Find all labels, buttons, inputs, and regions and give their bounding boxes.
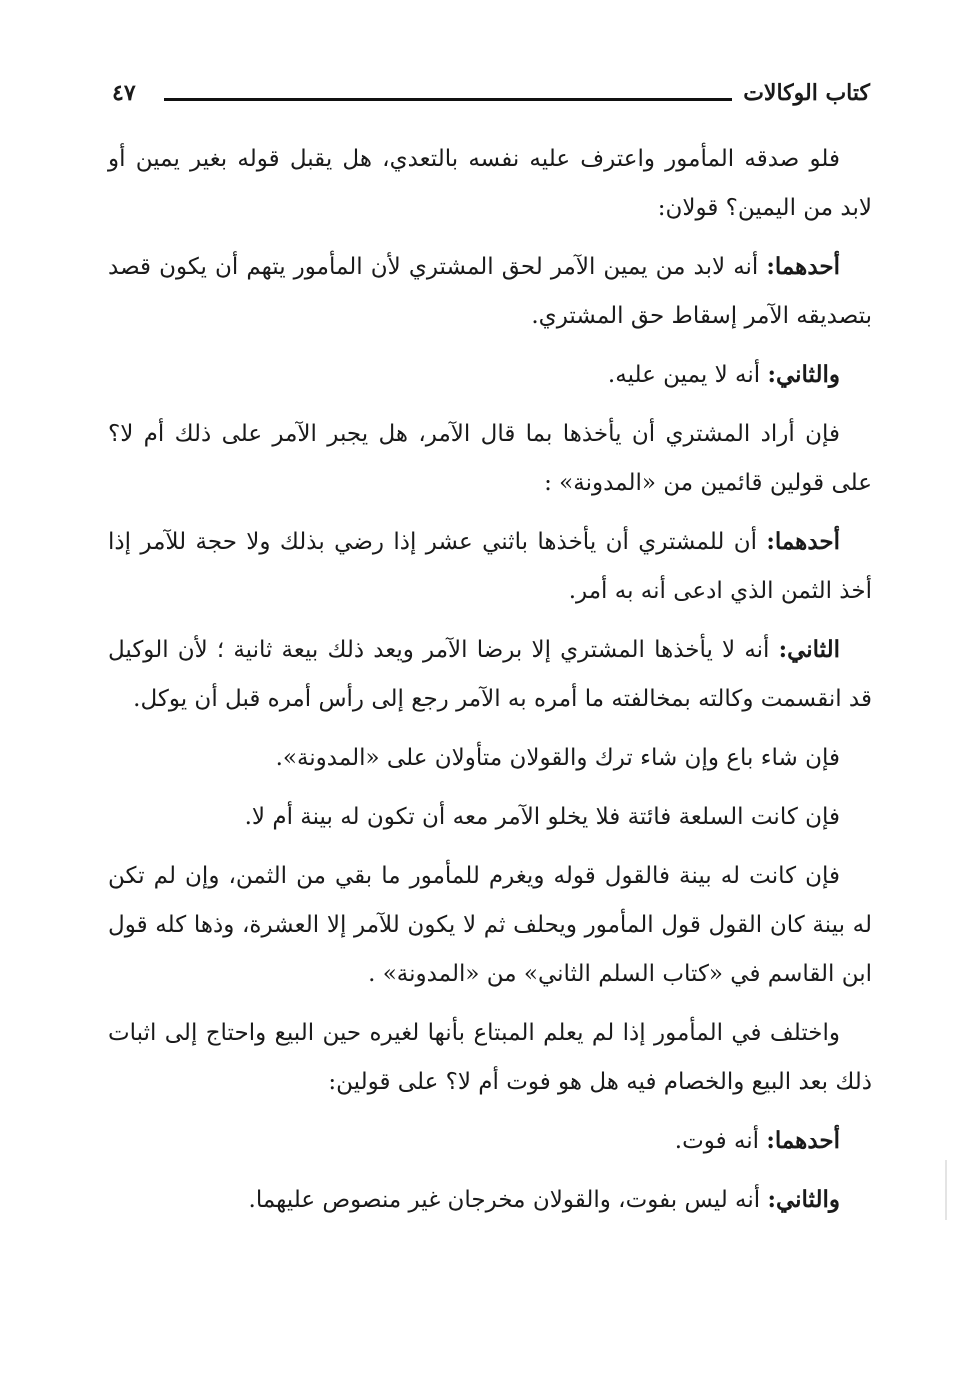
paragraph [108,409,872,508]
paragraph-lead: أحدهما: [766,528,840,555]
paragraph-text: فلو صدقه المأمور واعترف عليه نفسه بالتعدي، هل يقبل قوله بغير يمين أو لابد من اليمين؟ قولان: [108,146,872,221]
paragraph-text: فإن أراد المشتري أن يأخذها بما قال الآمر، هل يجبر الآمر على ذلك أم لا؟ على قولين قائمين من «المدونة» : [108,421,872,496]
paragraph [108,1175,872,1225]
page-number: ٤٧ [112,80,136,106]
paragraph-text: أنه فوت. [674,1128,767,1154]
paragraph [108,851,872,999]
paragraph-lead: أحدهما: [766,1127,840,1154]
running-header [112,70,870,120]
paragraph-text: فإن كانت له بينة فالقول قوله ويغرم للمأمور ما بقي من الثمن، وإن لم تكن له بينة كان القول قول المأمور ويحلف ثم لا يكون للآمر إلا العشرة، وذها كله قول ابن القاسم في «كتاب السلم الثاني» من «المدونة» . [108,863,872,987]
paragraph [108,517,872,616]
paragraph-lead: والثاني: [767,1186,840,1213]
paragraph [108,350,872,400]
paragraph-text: فإن شاء باع وإن شاء ترك والقولان متأولان على «المدونة». [275,745,840,771]
paragraph-text: فإن كانت السلعة فائتة فلا يخلو الآمر معه أن تكون له بينة أم لا. [244,804,840,830]
paragraph [108,1008,872,1107]
paragraph-text: أن للمشتري أن يأخذها باثني عشر إذا رضي بذلك ولا حجة للآمر إذا أخذ الثمن الذي ادعى أنه به أمر. [108,529,872,604]
paragraph [108,733,872,783]
scan-margin-mark [945,1160,947,1220]
header-rule [164,98,732,101]
paragraph [108,242,872,341]
paragraph-text: أنه لابد من يمين الآمر لحق المشتري لأن المأمور يتهم أن يكون قصد بتصديقه الآمر إسقاط حق المشتري. [108,254,872,329]
paragraph-text: أنه ليس بفوت، والقولان مخرجان غير منصوص عليهما. [248,1187,768,1213]
paragraph-text: أنه لا يأخذها المشتري إلا برضا الآمر ويعد ذلك بيعة ثانية ؛ لأن الوكيل قد انقسمت وكالته بمخالفته ما أمره به الآمر رجع إلى رأس أمره قبل أن يوكل. [108,637,872,712]
page-body [108,134,872,1234]
paragraph [108,792,872,842]
paragraph [108,1116,872,1166]
paragraph-lead: والثاني: [767,361,840,388]
paragraph [108,625,872,724]
paragraph-text: أنه لا يمين عليه. [607,362,768,388]
paragraph-text: واختلف في المأمور إذا لم يعلم المبتاع بأنها لغيره حين البيع واحتاج إلى اثبات ذلك بعد البيع والخصام فيه هل هو فوت أم لا؟ على قولين: [108,1020,872,1095]
chapter-title: كتاب الوكالات [743,80,870,106]
paragraph [108,134,872,233]
paragraph-lead: أحدهما: [766,253,840,280]
paragraph-lead: الثاني: [778,636,840,663]
